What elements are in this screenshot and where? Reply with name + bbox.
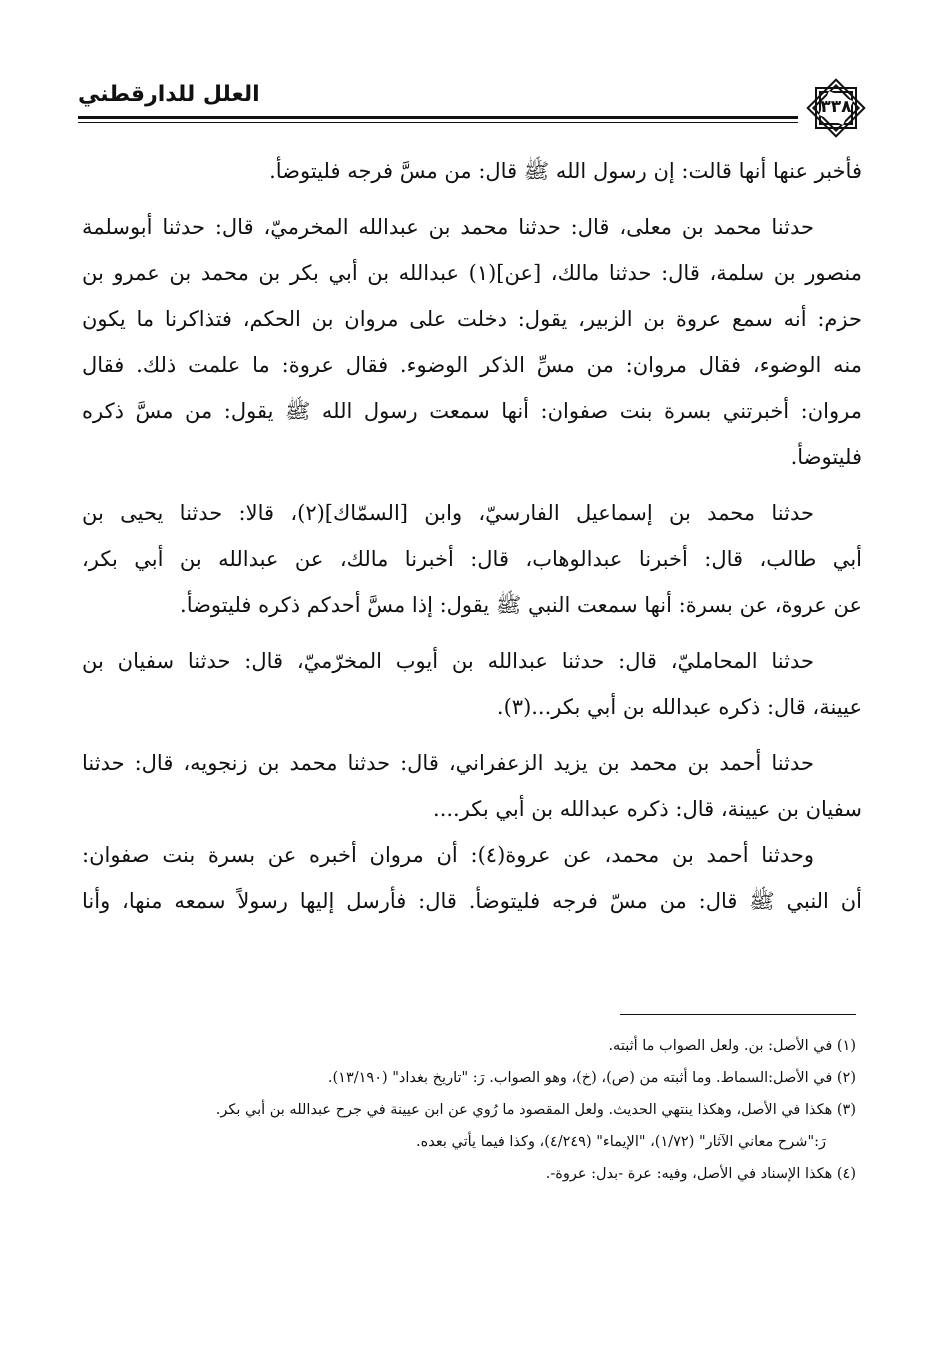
text-line: منصور بن سلمة، قال: حدثنا مالك، [عن](١) عبدالله بن أبي بكر بن محمد بن عمرو بن [82,261,862,285]
footnote-continuation: رَ:"شرح معاني الآثار" (١/٧٢)، "الإيماء" (٤/٢٤٩)، وكذا فيما يأتي بعده. [416,1134,826,1150]
text-line: سفيان بن عيينة، قال: ذكره عبدالله بن أبي بكر.... [433,797,862,821]
book-title: العلل للدارقطني [78,82,260,107]
text-line: فليتوضأ. [790,445,862,469]
footnote: (٤) هكذا الإسناد في الأصل، وفيه: عرة -بدل: عروة-. [545,1166,856,1182]
paragraph [82,490,862,628]
header-rule [78,116,798,126]
text-line: مروان: أخبرتني بسرة بنت صفوان: أنها سمعت رسول الله ﷺ يقول: من مسَّ ذكره [82,399,862,423]
text-line: حزم: أنه سمع عروة بن الزبير، يقول: دخلت على مروان بن الحكم، فتذاكرنا ما يكون [82,307,862,331]
paragraph [82,638,862,730]
footnote: (١) في الأصل: بن. ولعل الصواب ما أثبته. [608,1038,856,1054]
footnotes [60,1030,856,1190]
text-line: وحدثنا أحمد بن محمد، عن عروة(٤): أن مروان أخبره عن بسرة بنت صفوان: [82,843,814,867]
text-line: عن عروة، عن بسرة: أنها سمعت النبي ﷺ يقول: إذا مسَّ أحدكم ذكره فليتوضأ. [180,593,862,617]
text-line: أن النبي ﷺ قال: من مسّ فرجه فليتوضأ. قال: فأرسل إليها رسولاً سمعه منها، وأنا [82,889,862,913]
text-line: أبي طالب، قال: أخبرنا عبدالوهاب، قال: أخبرنا مالك، عن عبدالله بن أبي بكر، [82,547,862,571]
text-line: حدثنا المحامليّ، قال: حدثنا عبدالله بن أيوب المخرّميّ، قال: حدثنا سفيان بن [82,649,814,673]
footnote: (٣) هكذا في الأصل، وهكذا ينتهي الحديث. ولعل المقصود ما رُوي عن ابن عيينة في جرح عبدالله بن أبي بكر. [215,1102,856,1118]
text-line: حدثنا محمد بن إسماعيل الفارسيّ، وابن [السمّاك](٢)، قالا: حدثنا يحيى بن [82,501,814,525]
header-rule-thin [78,122,798,123]
text-line: منه الوضوء، فقال مروان: من مسِّ الذكر الوضوء. فقال عروة: ما علمت ذلك. فقال [82,353,862,377]
text-line: فأخبر عنها أنها قالت: إن رسول الله ﷺ قال: من مسَّ فرجه فليتوضأ. [269,159,862,183]
text-line: حدثنا أحمد بن محمد بن يزيد الزعفراني، قال: حدثنا محمد بن زنجويه، قال: حدثنا [82,751,814,775]
header-rule-thick [78,116,798,119]
paragraph [82,148,862,194]
paragraph [82,204,862,480]
footnote-separator [620,1014,856,1015]
paragraph [82,740,862,832]
main-text [82,148,862,924]
page-number-badge [804,76,868,140]
footnote: (٢) في الأصل:السماط. وما أثبته من (ص)، (خ)، وهو الصواب. رَ: "تاريخ بغداد" (١٣/١٩٠). [327,1070,856,1086]
page-header [78,76,868,138]
paragraph [82,832,862,924]
text-line: حدثنا محمد بن معلى، قال: حدثنا محمد بن عبدالله المخرميّ، قال: حدثنا أبوسلمة [82,215,814,239]
text-line: عيينة، قال: ذكره عبدالله بن أبي بكر...(٣). [496,695,862,719]
page-number: ٣٣٨ [820,97,852,117]
